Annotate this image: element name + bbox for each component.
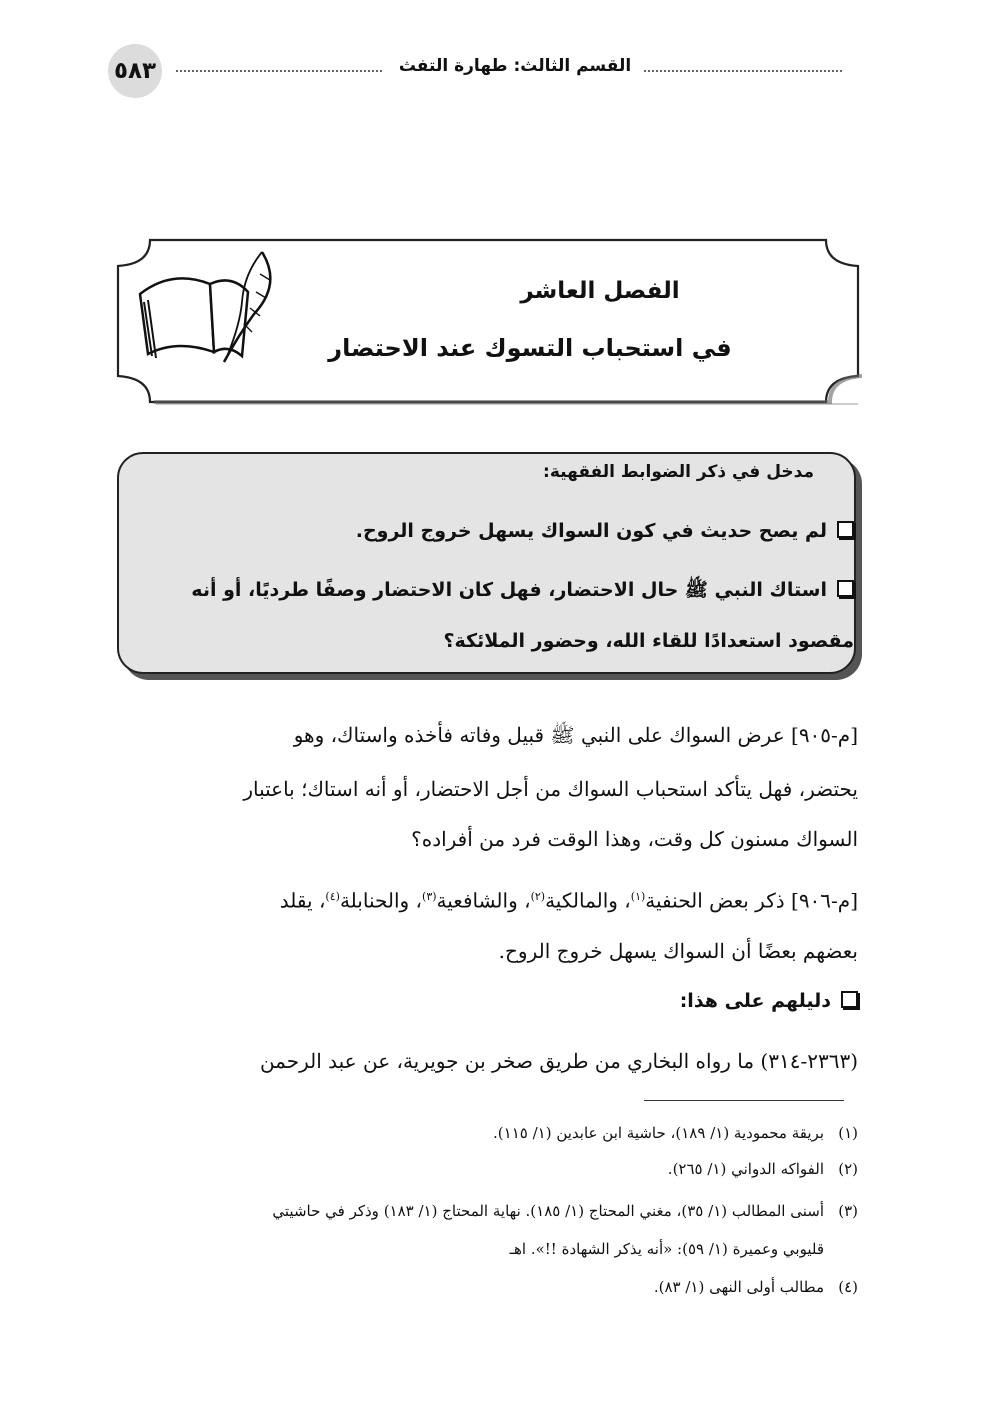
header-dots-right [644, 70, 842, 72]
chapter-number: الفصل العاشر [520, 278, 680, 304]
paragraph-1-line-1: [م-٩٠٥] عرض السواك على النبي ﷺ قبيل وفاته فأخذه واستاك، وهو [293, 723, 858, 747]
page-number: ٥٨٣ [113, 58, 157, 84]
footnote-2: (٢)الفواكه الدواني (١/ ٢٦٥). [667, 1160, 858, 1178]
paragraph-3-line-1: (٢٣٦٣-٣١٤) ما رواه البخاري من طريق صخر بن جويرية، عن عبد الرحمن [259, 1049, 858, 1073]
footnote-ref-2[interactable]: (٢) [530, 890, 546, 903]
footnote-1: (١)بريقة محمودية (١/ ١٨٩)، حاشية ابن عابدين (١/ ١١٥). [493, 1124, 858, 1142]
footnote-ref-4[interactable]: (٤) [325, 890, 340, 903]
summary-item-2-continued: مقصود استعدادًا للقاء الله، وحضور الملائكة؟ [443, 630, 854, 652]
footnote-3: (٣)أسنى المطالب (١/ ٣٥)، مغني المحتاج (١/ ١٨٥). نهاية المحتاج (١/ ١٨٣) وذكر في حاشيتي [272, 1202, 858, 1220]
footnote-divider [644, 1100, 844, 1101]
running-title: القسم الثالث: طهارة التفث [398, 56, 632, 76]
summary-heading: مدخل في ذكر الضوابط الفقهية: [543, 462, 814, 482]
paragraph-2-line-1: [م-٩٠٦] ذكر بعض الحنفية$^{(١)}$، والمالكية$^{(٢)}$، والشافعية$^{(٣)}$، والحنابلة$^{(٤)}$، يقلد [279, 888, 858, 913]
chapter-title: في استحباب التسوك عند الاحتضار [328, 334, 732, 362]
footnote-ref-1[interactable]: (١) [630, 890, 646, 903]
checkbox-icon [837, 580, 854, 597]
footnote-4: (٤)مطالب أولى النهى (١/ ٨٣). [653, 1278, 858, 1296]
header-dots-left [176, 70, 382, 72]
footnote-3-continued: قليوبي وعميرة (١/ ٥٩): «أنه يذكر الشهادة !!». اهـ [509, 1240, 824, 1258]
checkbox-icon [837, 521, 854, 538]
paragraph-1-line-3: السواك مسنون كل وقت، وهذا الوقت فرد من أفراده؟ [411, 827, 858, 851]
paragraph-2-line-2: بعضهم بعضًا أن السواك يسهل خروج الروح. [498, 939, 858, 963]
summary-item-2: استاك النبي ﷺ حال الاحتضار، فهل كان الاحتضار وصفًا طرديًا، أو أنه [191, 578, 854, 606]
page-number-badge [108, 44, 162, 98]
summary-item-1: لم يصح حديث في كون السواك يسهل خروج الروح. [356, 520, 854, 542]
paragraph-1-line-2: يحتضر، فهل يتأكد استحباب السواك من أجل الاحتضار، أو أنه استاك؛ باعتبار [243, 777, 858, 801]
checkbox-icon [841, 991, 858, 1008]
footnote-ref-3[interactable]: (٣) [422, 890, 437, 903]
evidence-heading: دليلهم على هذا: [680, 990, 858, 1012]
